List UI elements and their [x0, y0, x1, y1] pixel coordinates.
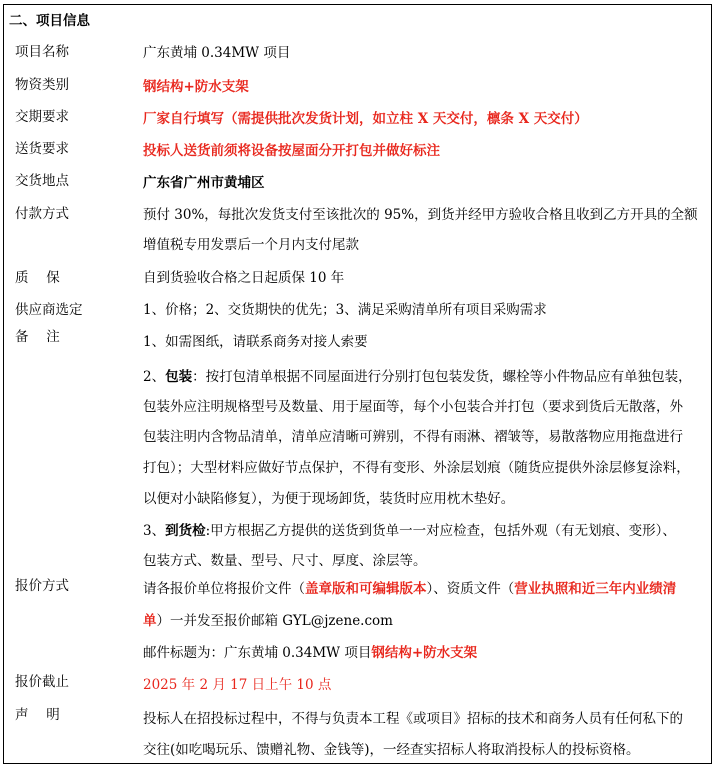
remarks-item-3-number: 3、	[143, 523, 166, 539]
shipping-requirement-label: 送货要求	[15, 141, 69, 157]
warranty-label: 质 保	[15, 270, 60, 286]
remarks-item-3-text: :甲方根据乙方提供的送货到货单一一对应检查，包括外观（有无划痕、变形）、	[205, 523, 676, 539]
warranty-value: 自到货验收合格之日起质保 10 年	[143, 270, 345, 286]
supplier-selection-label: 供应商选定	[15, 302, 83, 318]
remarks-item-2-line: 以便对小缺陷修复），为便于现场卸货，装货时应用枕木垫好。	[143, 491, 515, 507]
delivery-location-value: 广东省广州市黄埔区	[143, 175, 265, 191]
quotation-highlight: 单	[143, 613, 157, 629]
remarks-item-2-line	[143, 365, 692, 385]
delivery-requirement-label: 交期要求	[15, 109, 69, 125]
payment-method-label: 付款方式	[15, 206, 69, 222]
delivery-location-label: 交货地点	[15, 173, 69, 189]
declaration-label: 声 明	[15, 707, 60, 723]
remarks-label: 备 注	[15, 329, 60, 345]
email-subject-text: 邮件标题为：广东黄埔 0.34MW 项目	[143, 645, 372, 661]
material-category-label: 物资类别	[15, 77, 69, 93]
section-title: 二、项目信息	[9, 13, 90, 29]
remarks-item-2-line: 打包）；大型材料应做好节点保护，不得有变形、外涂层划痕（随货应提供外涂层修复涂料，	[143, 460, 690, 476]
quotation-text: 请各报价单位将报价文件（	[143, 581, 305, 597]
quotation-text: ）、资质文件（	[426, 581, 515, 597]
quotation-highlight: 盖章版和可编辑版本	[305, 581, 427, 597]
declaration-line: 交往(如吃喝玩乐、馈赠礼物、金钱等)，一经查实招标人将取消投标人的投标资格。	[143, 742, 640, 758]
quotation-method-label: 报价方式	[15, 578, 69, 594]
payment-method-line: 增值税专用发票后一个月内支付尾款	[143, 237, 359, 253]
shipping-requirement-value: 投标人送货前须将设备按屋面分开打包并做好标注	[143, 143, 440, 159]
email-subject-highlight: 钢结构+防水支架	[371, 645, 478, 661]
remarks-item-3-heading: 到货检	[165, 523, 206, 539]
payment-method-line: 预付 30%，每批次发货支付至该批次的 95%，到货并经甲方验收合格且收到乙方开具的全额	[143, 207, 698, 223]
quotation-highlight: 营业执照和近三年内业绩清	[514, 581, 677, 597]
project-name-label: 项目名称	[15, 44, 69, 60]
remarks-item-2-line: 包装注明内含物品清单，清单应清晰可辨别，不得有雨淋、褶皱等，易散落物应用拖盘进行	[143, 429, 683, 445]
remarks-item-3-line: 包装方式、数量、型号、尺寸、厚度、涂层等。	[143, 553, 427, 569]
project-name-value: 广东黄埔 0.34MW 项目	[143, 45, 291, 61]
quotation-method-line	[143, 609, 393, 629]
remarks-item-2-text: ：按打包清单根据不同屋面进行分别打包包装发货，螺栓等小件物品应有单独包装，	[192, 369, 692, 385]
remarks-item-2-number: 2、	[143, 369, 166, 385]
quotation-email-text: ）一并发至报价邮箱 GYL@jzene.com	[156, 613, 393, 629]
declaration-line: 投标人在招投标过程中，不得与负责本工程《或项目》招标的技术和商务人员有任何私下的	[143, 711, 683, 727]
quotation-method-line	[143, 577, 676, 597]
quotation-deadline-label: 报价截止	[15, 674, 69, 690]
delivery-requirement-value: 厂家自行填写（需提供批次发货计划，如立柱 X 天交付，檩条 X 天交付）	[143, 111, 588, 127]
supplier-selection-value: 1、价格；2、交货期快的优先；3、满足采购清单所有项目采购需求	[143, 302, 547, 318]
remarks-item-2-line: 包装外应注明规格型号及数量、用于屋面等，每个小包装合并打包（要求到货后无散落，外	[143, 399, 683, 415]
remarks-item-3-line	[143, 519, 676, 539]
remarks-item-1: 1、如需图纸，请联系商务对接人索要	[143, 334, 368, 350]
material-category-value: 钢结构+防水支架	[143, 79, 249, 95]
remarks-item-2-heading: 包装	[165, 369, 193, 385]
quotation-method-line	[143, 641, 477, 661]
quotation-deadline-value: 2025 年 2 月 17 日上午 10 点	[143, 677, 332, 693]
